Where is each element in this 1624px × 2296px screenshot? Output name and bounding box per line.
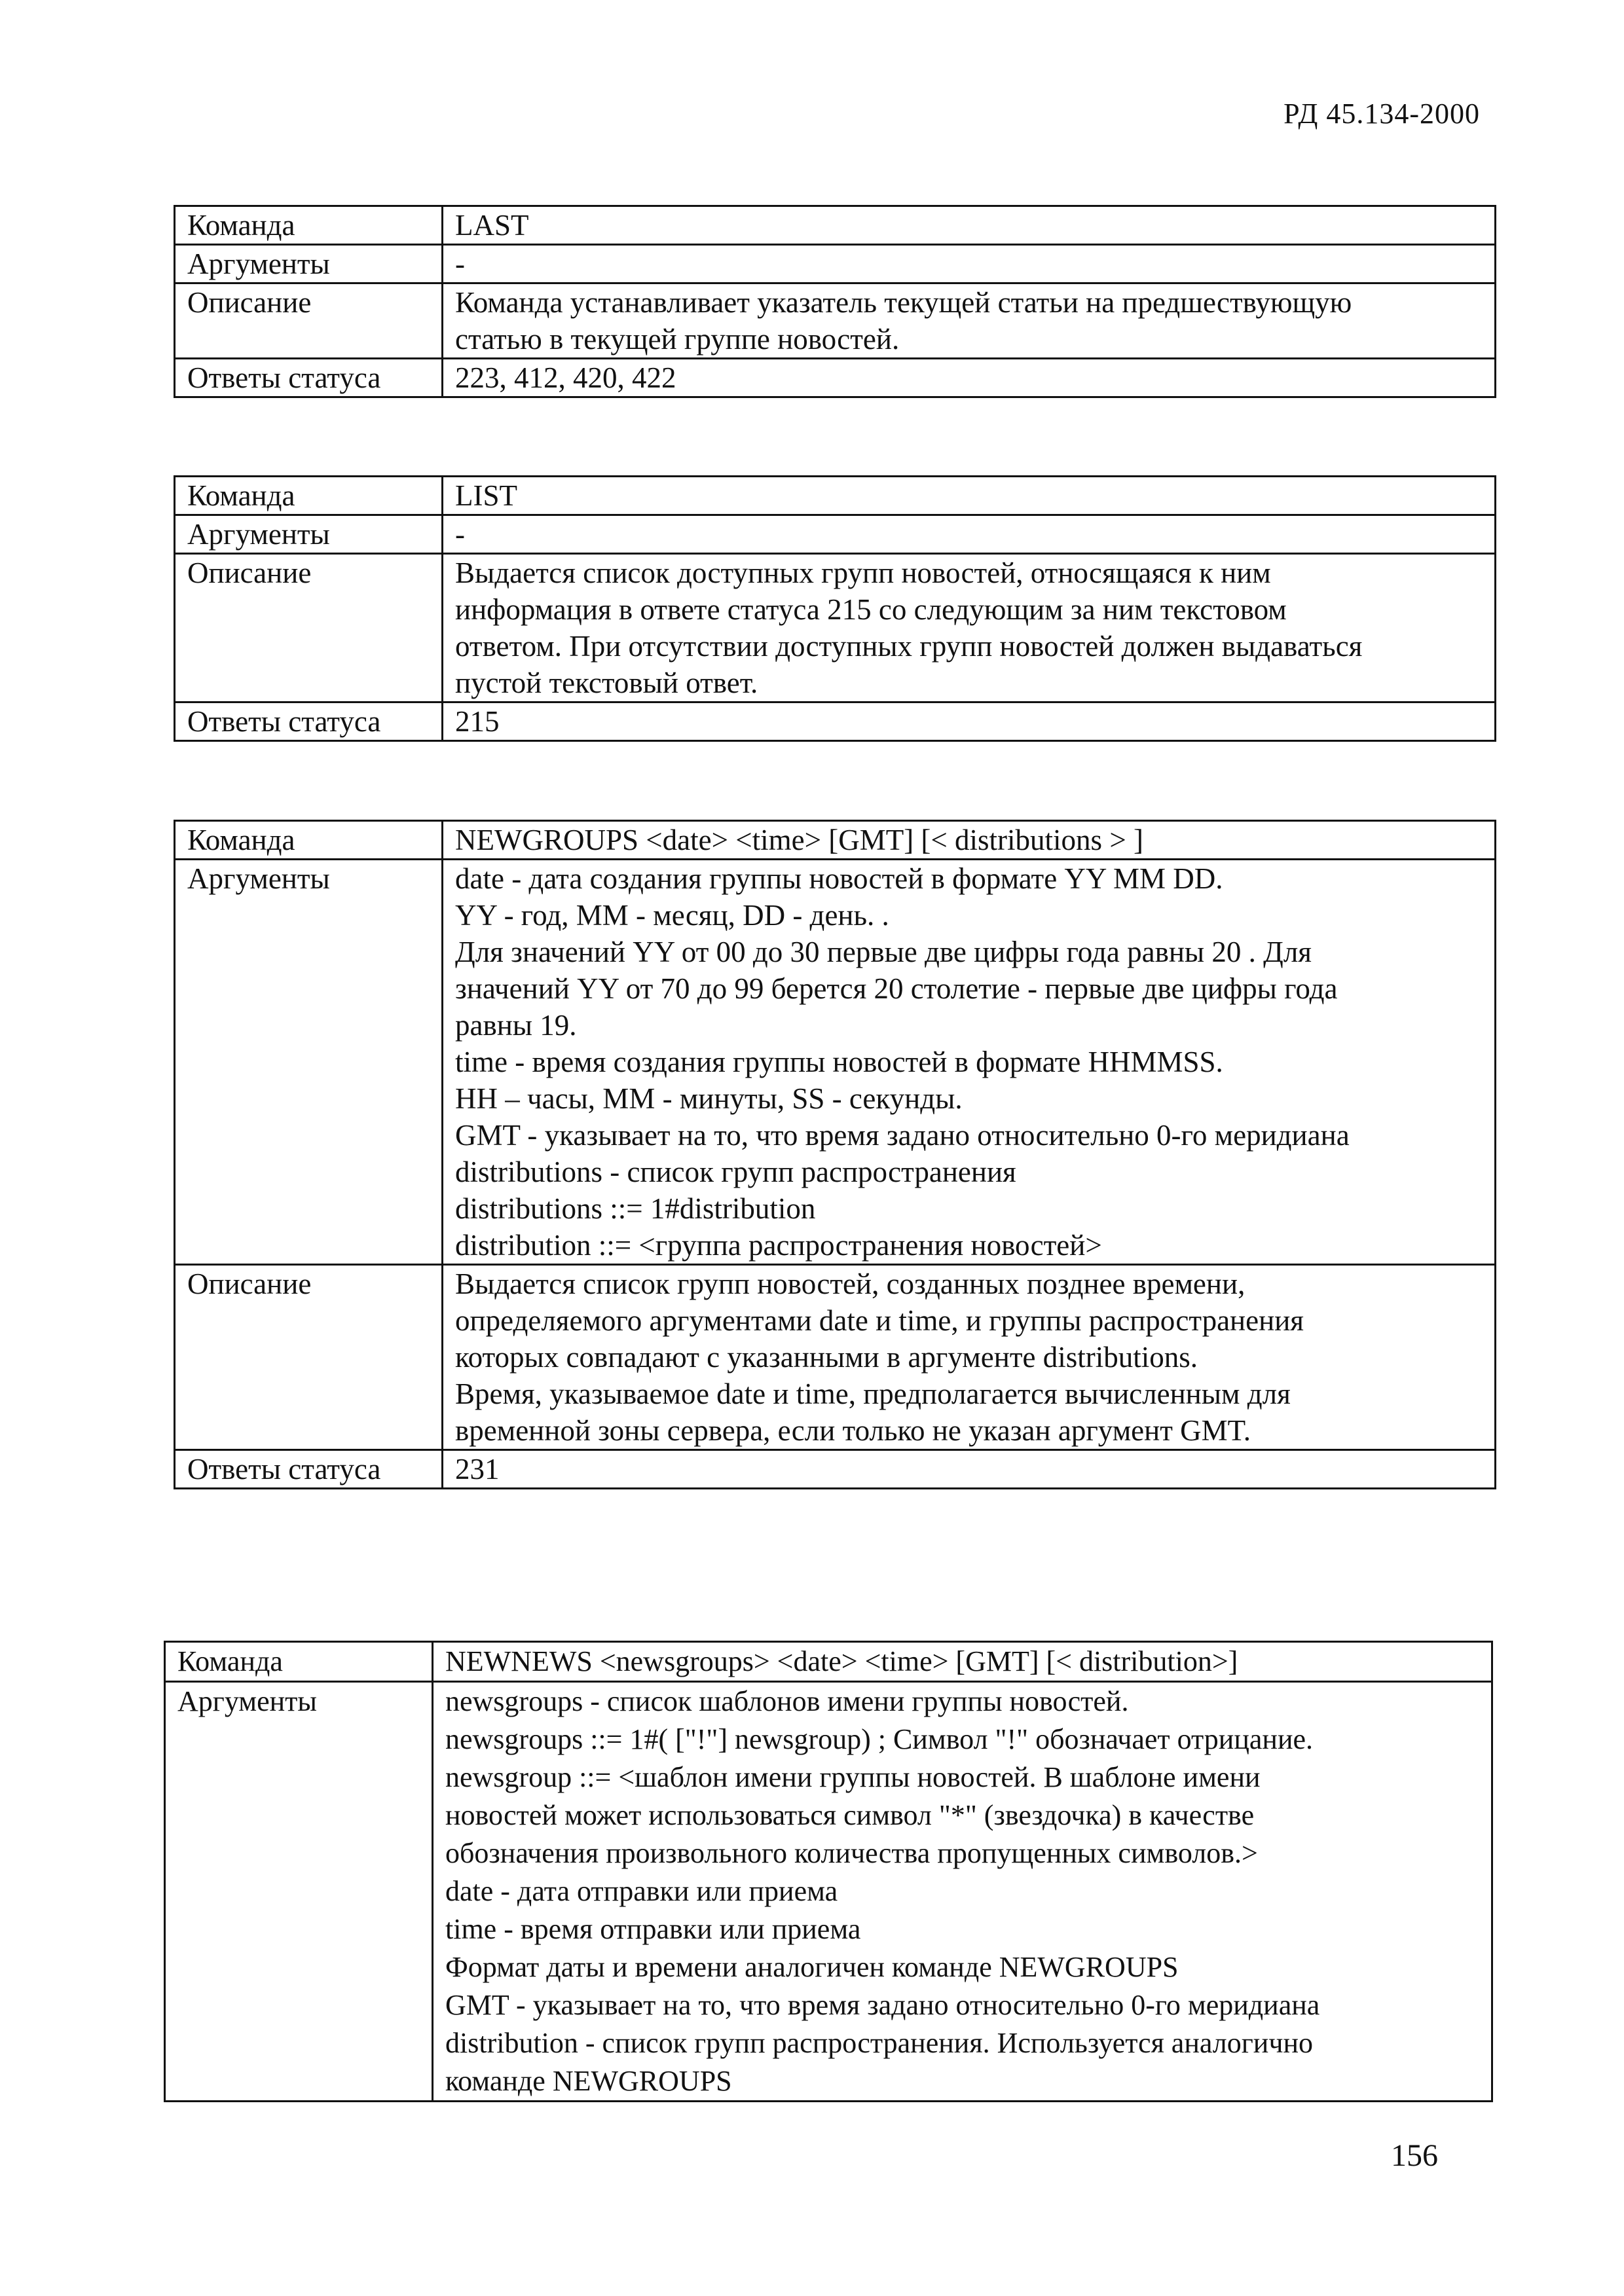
- label-description: Описание: [175, 1265, 443, 1450]
- text-line: newsgroups - список шаблонов имени группы новостей.: [445, 1685, 1129, 1717]
- command-table-newnews: [164, 1641, 1493, 2102]
- row-arguments: [175, 860, 1496, 1265]
- text-line: time - время создания группы новостей в формате HHMMSS.: [455, 1046, 1223, 1078]
- row-command: [175, 477, 1496, 515]
- label-status: Ответы статуса: [175, 359, 443, 397]
- row-description: [175, 283, 1496, 359]
- command-value: NEWNEWS <newsgroups> <date> <time> [GMT] [< distribution>]: [433, 1642, 1492, 1682]
- text-line: newsgroups ::= 1#( ["!"] newsgroup) ; Символ "!" обозначает отрицание.: [445, 1723, 1314, 1755]
- row-description: [175, 554, 1496, 702]
- text-line: time - время отправки или приема: [445, 1913, 861, 1945]
- label-arguments: Аргументы: [175, 515, 443, 554]
- label-arguments: Аргументы: [175, 245, 443, 283]
- row-description: [175, 1265, 1496, 1450]
- text-line: которых совпадают с указанными в аргументе distributions.: [455, 1341, 1198, 1374]
- command-value: NEWGROUPS <date> <time> [GMT] [< distributions > ]: [443, 821, 1496, 860]
- text-line: новостей может использоваться символ "*" (звездочка) в качестве: [445, 1799, 1255, 1831]
- text-line: GMT - указывает на то, что время задано относительно 0-го меридиана: [455, 1119, 1350, 1152]
- row-status: [175, 359, 1496, 397]
- text-line: Выдается список доступных групп новостей, относящаяся к ним: [455, 556, 1271, 589]
- page-number: 156: [1391, 2138, 1438, 2173]
- text-line: distributions - список групп распространения: [455, 1156, 1016, 1188]
- text-line: distribution - список групп распространения. Используется аналогично: [445, 2027, 1314, 2059]
- command-table-list: [174, 475, 1496, 742]
- label-command: Команда: [165, 1642, 433, 1682]
- text-line: HH – часы, MM - минуты, SS - секунды.: [455, 1082, 963, 1115]
- label-description: Описание: [175, 283, 443, 359]
- label-command: Команда: [175, 477, 443, 515]
- row-command: [165, 1642, 1492, 1682]
- text-line: YY - год, MM - месяц, DD - день. .: [455, 899, 889, 932]
- text-line: пустой текстовый ответ.: [455, 666, 758, 699]
- text-line: команде NEWGROUPS: [445, 2065, 732, 2097]
- text-line: временной зоны сервера, если только не указан аргумент GMT.: [455, 1414, 1251, 1447]
- label-command: Команда: [175, 821, 443, 860]
- text-line: статью в текущей группе новостей.: [455, 323, 900, 355]
- text-line: значений YY от 70 до 99 берется 20 столетие - первые две цифры года: [455, 972, 1338, 1005]
- row-command: [175, 206, 1496, 245]
- text-line: -: [455, 247, 465, 280]
- arguments-value: [433, 1682, 1492, 2102]
- command-value: LAST: [443, 206, 1496, 245]
- command-table-last: [174, 205, 1496, 398]
- text-line: Для значений YY от 00 до 30 первые две цифры года равны 20 . Для: [455, 936, 1312, 968]
- row-status: [175, 702, 1496, 741]
- description-value: [443, 283, 1496, 359]
- label-status: Ответы статуса: [175, 1450, 443, 1489]
- text-line: date - дата создания группы новостей в формате YY MM DD.: [455, 862, 1223, 895]
- text-line: Выдается список групп новостей, созданных позднее времени,: [455, 1267, 1246, 1300]
- label-arguments: Аргументы: [175, 860, 443, 1265]
- text-line: distribution ::= <группа распространения новостей>: [455, 1229, 1102, 1262]
- label-status: Ответы статуса: [175, 702, 443, 741]
- text-line: определяемого аргументами date и time, и группы распространения: [455, 1304, 1304, 1337]
- command-table-newgroups: [174, 820, 1496, 1489]
- text-line: обозначения произвольного количества пропущенных символов.>: [445, 1837, 1258, 1869]
- command-value: LIST: [443, 477, 1496, 515]
- text-line: информация в ответе статуса 215 со следующим за ним текстовом: [455, 593, 1287, 626]
- row-command: [175, 821, 1496, 860]
- label-arguments: Аргументы: [165, 1682, 433, 2102]
- label-description: Описание: [175, 554, 443, 702]
- status-value: 223, 412, 420, 422: [443, 359, 1496, 397]
- text-line: GMT - указывает на то, что время задано относительно 0-го меридиана: [445, 1989, 1320, 2021]
- row-arguments: [165, 1682, 1492, 2102]
- status-value: 215: [443, 702, 1496, 741]
- arguments-value: [443, 245, 1496, 283]
- status-value: 231: [443, 1450, 1496, 1489]
- text-line: Команда устанавливает указатель текущей статьи на предшествующую: [455, 286, 1352, 319]
- row-arguments: [175, 245, 1496, 283]
- row-arguments: [175, 515, 1496, 554]
- text-line: date - дата отправки или приема: [445, 1875, 838, 1907]
- text-line: -: [455, 518, 465, 551]
- arguments-value: [443, 860, 1496, 1265]
- text-line: равны 19.: [455, 1009, 577, 1042]
- row-status: [175, 1450, 1496, 1489]
- document-code: РД 45.134-2000: [1283, 98, 1480, 130]
- text-line: Формат даты и времени аналогичен команде NEWGROUPS: [445, 1951, 1179, 1983]
- arguments-value: [443, 515, 1496, 554]
- text-line: Время, указываемое date и time, предполагается вычисленным для: [455, 1377, 1291, 1410]
- text-line: newsgroup ::= <шаблон имени группы новостей. В шаблоне имени: [445, 1761, 1261, 1793]
- description-value: [443, 554, 1496, 702]
- label-command: Команда: [175, 206, 443, 245]
- description-value: [443, 1265, 1496, 1450]
- text-line: distributions ::= 1#distribution: [455, 1192, 816, 1225]
- text-line: ответом. При отсутствии доступных групп новостей должен выдаваться: [455, 630, 1363, 663]
